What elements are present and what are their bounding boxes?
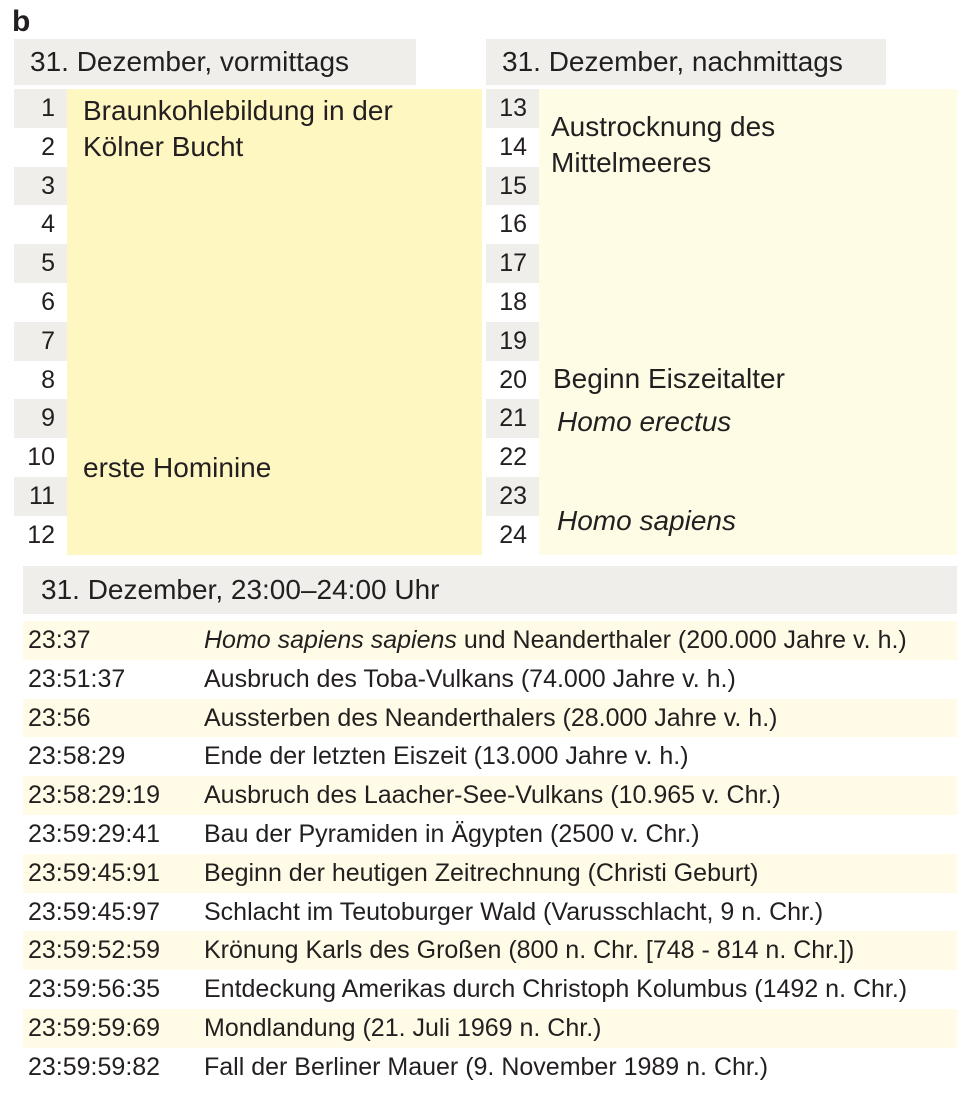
hour-label: 21	[486, 399, 539, 438]
last-hour-header: 31. Dezember, 23:00–24:00 Uhr	[23, 566, 957, 614]
event-description-text: Fall der Berliner Mauer (9. November 1989 n. Chr.)	[204, 1052, 769, 1081]
hour-label: 8	[14, 361, 67, 400]
event-time: 23:59:52:59	[28, 936, 161, 965]
event-description-text: Ausbruch des Laacher-See-Vulkans (10.965 v. Chr.)	[204, 781, 781, 810]
homo-erectus-text: Homo erectus	[557, 406, 732, 437]
hour-label: 2	[14, 128, 67, 167]
event-description-text: Aussterben des Neanderthalers (28.000 Jahre v. h.)	[204, 703, 778, 732]
hour-label: 22	[486, 438, 539, 477]
event-braunkohle: Braunkohlebildung in der Kölner Bucht	[83, 95, 393, 162]
event-description-text: Mondlandung (21. Juli 1969 n. Chr.)	[204, 1013, 602, 1042]
hour-label: 16	[486, 205, 539, 244]
morning-header: 31. Dezember, vormittags	[14, 39, 416, 85]
event-homo-sapiens	[557, 503, 736, 539]
last-hour-table	[23, 621, 957, 1087]
hour-label: 4	[14, 205, 67, 244]
table-row	[23, 854, 957, 893]
event-erste-hominine: erste Hominine	[83, 452, 272, 483]
table-row	[23, 970, 957, 1009]
event-description	[204, 776, 781, 815]
afternoon-hour-column	[486, 89, 539, 555]
event-description	[204, 931, 854, 970]
morning-hour-column	[14, 89, 67, 555]
event-mittelmeer: Austrocknung des Mittelmeeres	[551, 111, 776, 178]
event-time: 23:56	[28, 703, 91, 732]
event-time: 23:59:45:91	[28, 858, 161, 887]
event-description	[204, 1048, 768, 1087]
panel-label: b	[12, 5, 31, 38]
hour-label: 18	[486, 283, 539, 322]
homo-sapiens-text: Homo sapiens	[557, 505, 736, 536]
hour-label: 23	[486, 477, 539, 516]
event-time: 23:59:29:41	[28, 819, 161, 848]
event-description-text: Beginn der heutigen Zeitrechnung (Christi Geburt)	[204, 858, 759, 887]
hour-label: 19	[486, 322, 539, 361]
event-description-text: Bau der Pyramiden in Ägypten (2500 v. Chr.)	[204, 819, 700, 848]
event-homo-erectus	[557, 404, 731, 440]
table-row	[23, 931, 957, 970]
event-time: 23:59:45:97	[28, 897, 161, 926]
afternoon-timeline	[539, 89, 957, 555]
table-row	[23, 621, 957, 660]
event-description	[204, 621, 907, 660]
table-row	[23, 660, 957, 699]
event-description	[204, 815, 700, 854]
hour-label: 10	[14, 438, 67, 477]
event-description	[204, 1009, 601, 1048]
hour-label: 7	[14, 322, 67, 361]
hour-label: 17	[486, 244, 539, 283]
hour-label: 14	[486, 128, 539, 167]
event-description-text: Ausbruch des Toba-Vulkans (74.000 Jahre v. h.)	[204, 664, 736, 693]
event-description-text: und Neanderthaler (200.000 Jahre v. h.)	[456, 626, 907, 654]
hour-label: 12	[14, 516, 67, 555]
event-description	[204, 660, 736, 699]
hour-label: 11	[14, 477, 67, 516]
table-row	[23, 815, 957, 854]
event-description-text: Schlacht im Teutoburger Wald (Varusschlacht, 9 n. Chr.)	[204, 897, 824, 926]
table-row	[23, 1048, 957, 1087]
hour-label: 15	[486, 167, 539, 206]
event-time: 23:58:29:19	[28, 781, 161, 810]
event-time: 23:37	[28, 626, 91, 654]
hour-label: 5	[14, 244, 67, 283]
event-description	[204, 737, 689, 776]
event-time: 23:59:56:35	[28, 975, 161, 1004]
table-row	[23, 893, 957, 932]
hour-label: 1	[14, 89, 67, 128]
event-description-text: Ende der letzten Eiszeit (13.000 Jahre v. h.)	[204, 742, 689, 771]
hour-label: 9	[14, 399, 67, 438]
event-description	[204, 854, 758, 893]
event-time: 23:59:59:82	[28, 1052, 161, 1081]
hour-label: 20	[486, 361, 539, 400]
event-description-text: Krönung Karls des Großen (800 n. Chr. [748 - 814 n. Chr.])	[204, 936, 855, 965]
event-time: 23:58:29	[28, 742, 126, 771]
table-row	[23, 776, 957, 815]
hour-label: 13	[486, 89, 539, 128]
event-time: 23:59:59:69	[28, 1013, 161, 1042]
hour-label: 6	[14, 283, 67, 322]
table-row	[23, 699, 957, 738]
hour-label: 3	[14, 167, 67, 206]
morning-timeline	[67, 89, 482, 555]
afternoon-header: 31. Dezember, nachmittags	[486, 39, 886, 85]
event-description	[204, 699, 777, 738]
event-description	[204, 970, 907, 1009]
event-time: 23:51:37	[28, 664, 126, 693]
event-eiszeitalter: Beginn Eiszeitalter	[553, 363, 785, 394]
event-description	[204, 893, 823, 932]
event-description-italic: Homo sapiens sapiens	[204, 626, 457, 654]
event-description-text: Entdeckung Amerikas durch Christoph Kolumbus (1492 n. Chr.)	[204, 975, 908, 1004]
table-row	[23, 737, 957, 776]
hour-label: 24	[486, 516, 539, 555]
table-row	[23, 1009, 957, 1048]
